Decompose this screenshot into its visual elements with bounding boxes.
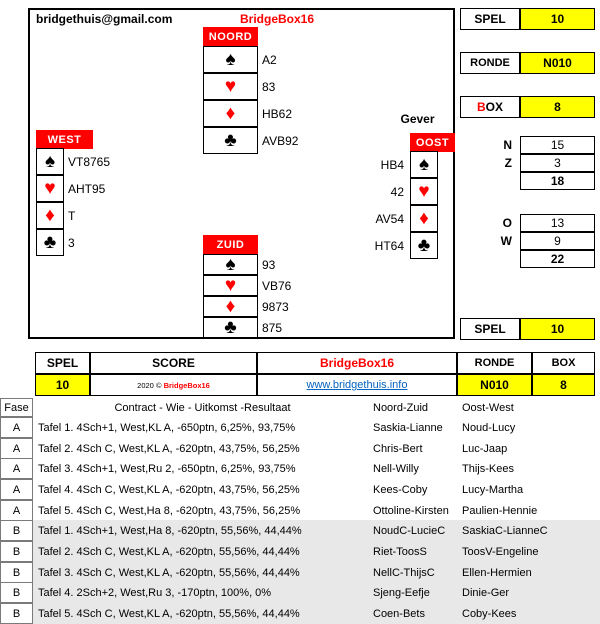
table-row: [0, 417, 600, 438]
heart-icon: ♥: [224, 275, 237, 296]
heart-icon: ♥: [224, 76, 237, 97]
column-header-fase: Fase: [0, 398, 33, 417]
contract-result: Tafel 3. 4Sch+1, West,Ru 2, -650ptn, 6,25%, 93,75%: [38, 462, 296, 475]
account-email: bridgethuis@gmail.com: [36, 12, 173, 26]
table-row: [0, 562, 600, 583]
east-label: OOST: [410, 133, 455, 152]
fase-cell: A: [0, 438, 33, 459]
ns-pair: NellC-ThijsC: [373, 566, 435, 579]
diamond-icon: ♦: [225, 103, 236, 124]
north-club-cell: [203, 127, 258, 154]
ew-pair: SaskiaC-LianneC: [462, 524, 548, 537]
west-spade-cell: [36, 148, 64, 175]
fase-cell: A: [0, 500, 33, 521]
north-heart-cell: [203, 73, 258, 100]
ew-pair: ToosV-Engeline: [462, 545, 539, 558]
hcp-west-value: 9: [520, 232, 595, 250]
ew-pair: Paulien-Hennie: [462, 504, 538, 517]
table-row: [0, 520, 600, 541]
club-icon: ♣: [417, 235, 431, 256]
north-diamond-cell: [203, 100, 258, 127]
fase-cell: A: [0, 458, 33, 479]
east-clubs-cards: HT64: [374, 238, 404, 253]
south-club-cell: [203, 317, 258, 338]
table-row: [0, 603, 600, 624]
west-club-cell: [36, 229, 64, 256]
contract-result: Tafel 2. 4Sch C, West,KL A, -620ptn, 55,56%, 44,44%: [38, 545, 300, 558]
east-club-cell: [410, 232, 438, 259]
south-clubs-cards: 875: [262, 320, 283, 335]
hcp-north-label: N: [503, 138, 512, 152]
fase-cell: A: [0, 417, 33, 438]
hcp-east-label: O: [502, 216, 512, 230]
ew-pair: Coby-Kees: [462, 607, 517, 620]
spade-icon: ♠: [225, 254, 236, 275]
score-score-label: SCORE: [90, 352, 257, 374]
contract-result: Tafel 1. 4Sch+1, West,KL A, -650ptn, 6,25%, 93,75%: [38, 421, 296, 434]
table-row: [0, 500, 600, 521]
score-box-value: 8: [532, 374, 595, 396]
box-label-b: B: [476, 100, 486, 114]
west-label: WEST: [36, 130, 93, 149]
hcp-south-label: Z: [504, 156, 512, 170]
dealer-label: Gever: [400, 112, 435, 126]
score-spel-value: 10: [35, 374, 90, 396]
spel-bottom-label: SPEL: [460, 318, 520, 340]
ew-pair: Ellen-Hermien: [462, 566, 532, 579]
brand-title: BridgeBox16: [240, 12, 315, 26]
spel-bottom-value: 10: [520, 318, 595, 340]
contract-result: Tafel 5. 4Sch C, West,Ha 8, -620ptn, 43,75%, 56,25%: [38, 504, 301, 517]
ns-pair: Ottoline-Kirsten: [373, 504, 449, 517]
box-value: 8: [520, 96, 595, 118]
ns-pair: Chris-Bert: [373, 442, 423, 455]
contract-result: Tafel 5. 4Sch C, West,KL A, -620ptn, 55,56%, 44,44%: [38, 607, 300, 620]
hcp-west-label: W: [500, 234, 512, 248]
hcp-north-value: 15: [520, 136, 595, 154]
ns-pair: Riet-ToosS: [373, 545, 427, 558]
heart-icon: ♥: [418, 181, 430, 202]
box-label: [460, 96, 520, 118]
table-row: [0, 479, 600, 500]
north-hearts-cards: 83: [262, 79, 276, 94]
ns-pair: Saskia-Lianne: [373, 421, 443, 434]
diamond-icon: ♦: [225, 296, 236, 317]
north-diamonds-cards: HB62: [262, 106, 293, 121]
fase-cell: B: [0, 562, 33, 583]
ew-pair: Dinie-Ger: [462, 586, 510, 599]
contract-result: Tafel 4. 2Sch+2, West,Ru 3, -170ptn, 100%, 0%: [38, 586, 272, 599]
ns-pair: Kees-Coby: [373, 483, 428, 496]
diamond-icon: ♦: [45, 205, 55, 226]
contract-result: Tafel 4. 4Sch C, West,KL A, -620ptn, 43,75%, 56,25%: [38, 483, 300, 496]
ronde-label: RONDE: [460, 52, 520, 74]
hcp-ns-total: 18: [520, 172, 595, 190]
south-hearts-cards: VB76: [262, 278, 292, 293]
north-label: NOORD: [203, 27, 258, 46]
contract-result: Tafel 3. 4Sch C, West,KL A, -620ptn, 55,56%, 44,44%: [38, 566, 300, 579]
fase-cell: B: [0, 520, 33, 541]
east-diamonds-cards: AV54: [375, 211, 404, 226]
box-label-ox: OX: [485, 100, 503, 114]
ns-pair: NoudC-LucieC: [373, 524, 446, 537]
column-header-contract: Contract - Wie - Uitkomst -Resultaat: [114, 401, 291, 414]
score-box-label: BOX: [532, 352, 595, 374]
ns-pair: Coen-Bets: [373, 607, 425, 620]
ronde-value: N010: [520, 52, 595, 74]
north-clubs-cards: AVB92: [262, 133, 299, 148]
score-spel-label: SPEL: [35, 352, 90, 374]
ew-pair: Thijs-Kees: [462, 462, 514, 475]
table-row: [0, 541, 600, 562]
table-row: [0, 582, 600, 603]
table-row: [0, 438, 600, 459]
fase-cell: B: [0, 582, 33, 603]
copyright-prefix: 2020 ©: [137, 380, 162, 390]
ew-pair: Lucy-Martha: [462, 483, 524, 496]
south-label: ZUID: [203, 235, 258, 254]
club-icon: ♣: [43, 232, 57, 253]
club-icon: ♣: [224, 317, 237, 338]
score-ronde-label: RONDE: [457, 352, 532, 374]
west-heart-cell: [36, 175, 64, 202]
fase-cell: A: [0, 479, 33, 500]
spade-icon: ♠: [44, 151, 56, 172]
north-spades-cards: A2: [262, 52, 277, 67]
fase-cell: B: [0, 541, 33, 562]
score-link-cell: [257, 374, 457, 396]
west-diamonds-cards: T: [68, 208, 76, 223]
east-heart-cell: [410, 178, 438, 205]
south-spade-cell: [203, 254, 258, 275]
ew-pair: Luc-Jaap: [462, 442, 508, 455]
east-diamond-cell: [410, 205, 438, 232]
contract-result: Tafel 2. 4Sch C, West,KL A, -620ptn, 43,75%, 56,25%: [38, 442, 300, 455]
fase-cell: B: [0, 603, 33, 624]
ns-pair: Sjeng-Eefje: [373, 586, 430, 599]
hcp-ew-total: 22: [520, 250, 595, 268]
contract-result: Tafel 1. 4Sch+1, West,Ha 8, -620ptn, 55,56%, 44,44%: [38, 524, 302, 537]
west-diamond-cell: [36, 202, 64, 229]
west-clubs-cards: 3: [68, 235, 75, 250]
spel-value: 10: [520, 8, 595, 30]
east-spade-cell: [410, 151, 438, 178]
south-diamond-cell: [203, 296, 258, 317]
spel-label: SPEL: [460, 8, 520, 30]
bridgethuis-link[interactable]: www.bridgethuis.info: [306, 379, 408, 391]
east-spades-cards: HB4: [380, 157, 404, 172]
score-brand: BridgeBox16: [257, 352, 457, 374]
score-ronde-value: N010: [457, 374, 532, 396]
hcp-east-value: 13: [520, 214, 595, 232]
ns-pair: Nell-Willy: [373, 462, 419, 475]
diamond-icon: ♦: [419, 208, 429, 229]
table-row: [0, 458, 600, 479]
ew-pair: Noud-Lucy: [462, 421, 516, 434]
north-spade-cell: [203, 46, 258, 73]
south-spades-cards: 93: [262, 257, 276, 272]
south-diamonds-cards: 9873: [262, 299, 289, 314]
column-header-ew: Oost-West: [462, 401, 514, 414]
spade-icon: ♠: [225, 49, 236, 70]
score-copyright: [90, 374, 257, 396]
hcp-south-value: 3: [520, 154, 595, 172]
south-heart-cell: [203, 275, 258, 296]
west-hearts-cards: AHT95: [68, 181, 106, 196]
east-hearts-cards: 42: [390, 184, 404, 199]
copyright-brand: BridgeBox16: [163, 380, 210, 390]
column-header-ns: Noord-Zuid: [373, 401, 429, 414]
west-spades-cards: VT8765: [68, 154, 111, 169]
spade-icon: ♠: [418, 154, 430, 175]
club-icon: ♣: [224, 130, 237, 151]
heart-icon: ♥: [44, 178, 56, 199]
